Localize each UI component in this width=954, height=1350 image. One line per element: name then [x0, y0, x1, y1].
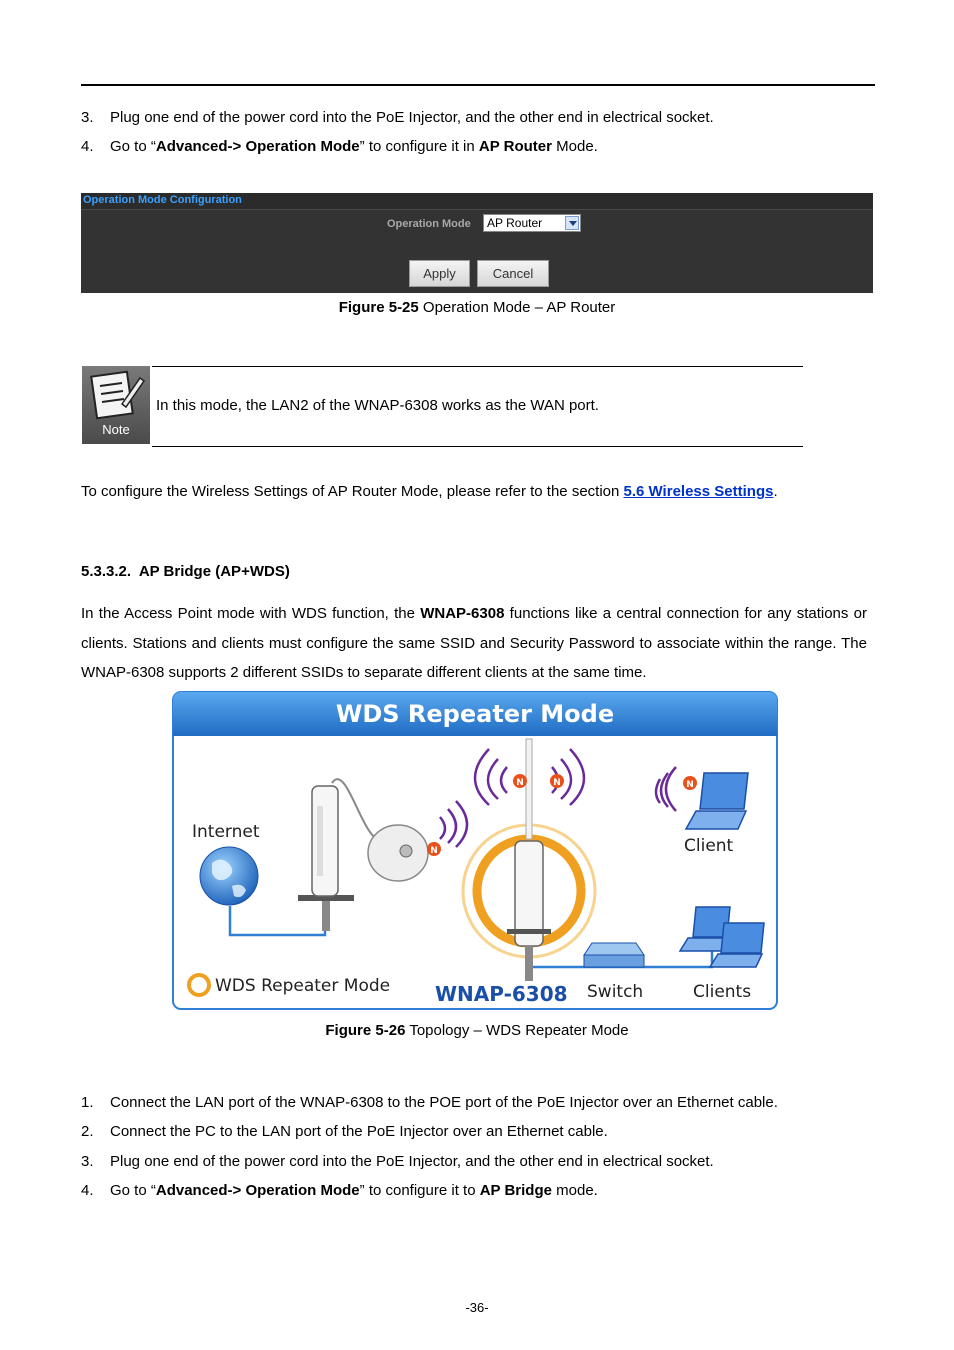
wireless-settings-link[interactable]: 5.6 Wireless Settings: [623, 483, 774, 500]
n-badge-center-left: N: [516, 778, 524, 788]
panel-header: [81, 193, 873, 210]
chevron-down-icon[interactable]: [565, 216, 579, 230]
cancel-button[interactable]: Cancel: [477, 260, 549, 287]
n-badge-left: N: [430, 846, 438, 856]
note-icon-label: Note: [102, 422, 130, 437]
step-4-top: 4. Go to “Advanced-> Operation Mode” to configure it in AP Router Mode.: [81, 138, 598, 155]
header-rule: [81, 84, 875, 86]
apply-button[interactable]: Apply: [409, 260, 470, 287]
switch-label: Switch: [587, 982, 644, 1002]
note-top-rule: [152, 366, 803, 367]
internet-label: Internet: [192, 822, 260, 842]
n-badge-center-right: N: [553, 778, 561, 788]
note-icon: [82, 366, 150, 444]
footer-mode-label: WDS Repeater Mode: [215, 976, 391, 996]
product-label: WNAP-6308: [435, 982, 568, 1006]
clients-label: Clients: [693, 982, 752, 1002]
operation-mode-value: AP Router: [487, 216, 543, 230]
step-text: Plug one end of the power cord into the PoE Injector, and the other end in electrical socket.: [110, 109, 714, 126]
section-paragraph: In the Access Point mode with WDS function, the WNAP-6308 functions like a central connection for any stations or clients. Stations and clients must configure the same SSID and Security Password to associate within the range. The WNAP-6308 supports 2 different SSIDs to separate different clients at the same time.: [81, 605, 867, 681]
page-number: -36-: [465, 1300, 489, 1315]
step-3-top: 3. Plug one end of the power cord into the PoE Injector, and the other end in electrical socket.: [81, 109, 714, 126]
step-1-bottom: 1. Connect the LAN port of the WNAP-6308 to the POE port of the PoE Injector over an Ethernet cable.: [81, 1094, 778, 1111]
operation-mode-label: Operation Mode: [387, 218, 471, 230]
client-label: Client: [684, 836, 734, 856]
n-badge-client: N: [686, 780, 694, 790]
topology-diagram: [172, 691, 778, 1010]
step-4-bottom: 4. Go to “Advanced-> Operation Mode” to configure it to AP Bridge mode.: [81, 1182, 598, 1199]
figure-5-26-caption: Figure 5-26 Topology – WDS Repeater Mode: [325, 1022, 629, 1039]
operation-mode-select[interactable]: [483, 214, 581, 232]
wireless-reference: To configure the Wireless Settings of AP Router Mode, please refer to the section 5.6 Wireless Settings.: [81, 483, 778, 500]
panel-title: Operation Mode Configuration: [83, 194, 242, 206]
operation-mode-panel: [81, 193, 873, 293]
note-text: In this mode, the LAN2 of the WNAP-6308 works as the WAN port.: [156, 397, 599, 414]
banner-title: WDS Repeater Mode: [335, 700, 615, 728]
section-heading: 5.3.3.2. AP Bridge (AP+WDS): [81, 563, 290, 580]
step-2-bottom: 2. Connect the PC to the LAN port of the PoE Injector over an Ethernet cable.: [81, 1123, 608, 1140]
figure-5-25-caption: Figure 5-25 Operation Mode – AP Router: [338, 299, 616, 316]
topology-figure: [172, 691, 778, 1010]
note-bottom-rule: [152, 446, 803, 447]
step-3-bottom: 3. Plug one end of the power cord into the PoE Injector, and the other end in electrical socket.: [81, 1153, 714, 1170]
